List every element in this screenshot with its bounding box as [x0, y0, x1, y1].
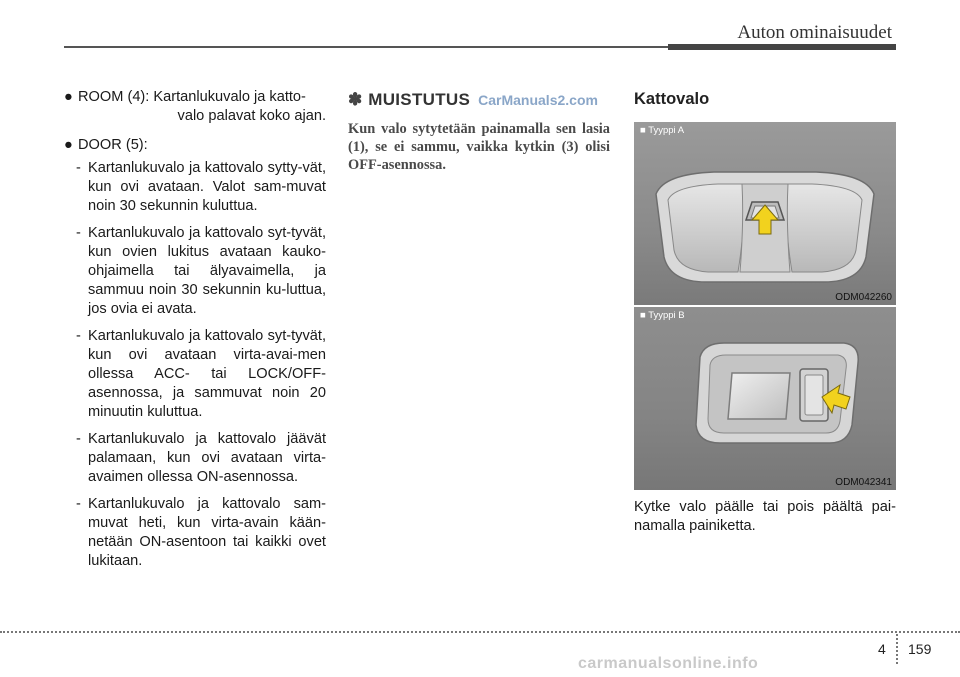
note-heading	[348, 90, 610, 110]
header-rule	[64, 46, 670, 48]
page-header-title: Auton ominaisuudet	[737, 22, 892, 43]
figure-b-code: ODM042341	[835, 477, 892, 488]
room-line1: ROOM (4): Kartanlukuvalo ja katto-	[78, 89, 306, 105]
note-body: Kun valo sytytetään painamalla sen lasia (1), se ei sammu, vaikka kytkin (3) olisi OFF-asennossa.	[348, 121, 610, 173]
list-item-text: Kartanlukuvalo ja kattovalo syt-tyvät, kun ovi avataan virta-avai-men ollessa ACC- tai LOCK/OFF-asennossa, ja sammuvat noin 20 minuutin kuluttua.	[88, 328, 326, 420]
list-item-text: Kartanlukuvalo ja kattovalo jäävät palamaan, kun ovi avataan virta-avaimen ollessa ON-asennossa.	[88, 431, 326, 485]
right-column	[634, 88, 896, 109]
door-label: DOOR (5):	[78, 137, 148, 153]
bullet-icon: ●	[64, 137, 73, 153]
watermark-text: CarManuals2.com	[478, 92, 598, 108]
list-item-text: Kartanlukuvalo ja kattovalo sytty-vät, kun ovi avataan. Valot sam-muvat noin 30 sekunnin kuluttua.	[88, 160, 326, 214]
list-item-text: Kartanlukuvalo ja kattovalo sam-muvat heti, kun virta-avain kään-netään ON-asentoon tai kaikki ovet lukitaan.	[88, 496, 326, 569]
list-item: - Kartanlukuvalo ja kattovalo syt-tyvät, kun ovi avataan virta-avai-men ollessa ACC- tai LOCK/OFF-asennossa, ja sammuvat noin 20 minuutin kuluttua.	[76, 328, 326, 420]
section-title: Kattovalo	[634, 90, 710, 108]
chapter-number: 4	[878, 641, 886, 657]
list-item: - Kartanlukuvalo ja kattovalo jäävät palamaan, kun ovi avataan virta-avaimen ollessa ON-asennossa.	[76, 431, 326, 485]
room-line2: valo palavat koko ajan.	[177, 108, 326, 124]
bullet-icon: ●	[64, 89, 73, 105]
dome-light-b-illustration	[634, 307, 896, 490]
left-column	[64, 88, 326, 579]
figure-b-label: ■ Tyyppi B	[640, 310, 685, 321]
list-item: - Kartanlukuvalo ja kattovalo syt-tyvät, kun ovien lukitus avataan kauko-ohjaimella tai älyavaimella, ja sammuu noin 30 sekunnin ku-luttua, jos ovia ei avata.	[76, 225, 326, 317]
page-number: 159	[908, 641, 932, 657]
note-column	[348, 88, 610, 174]
note-star-icon: ✽	[348, 90, 363, 109]
header-rule-accent	[668, 44, 896, 50]
list-item: - Kartanlukuvalo ja kattovalo sam-muvat heti, kun virta-avain kään-netään ON-asentoon tai kaikki ovet lukitaan.	[76, 496, 326, 569]
list-item: - Kartanlukuvalo ja kattovalo sytty-vät, kun ovi avataan. Valot sam-muvat noin 30 sekunnin kuluttua.	[76, 160, 326, 214]
door-bullet	[64, 136, 326, 155]
figure-type-b	[634, 307, 896, 490]
door-list	[64, 159, 326, 571]
footer-watermark: carmanualsonline.info	[578, 655, 759, 672]
list-item-text: Kartanlukuvalo ja kattovalo syt-tyvät, kun ovien lukitus avataan kauko-ohjaimella tai älyavaimella, ja sammuu noin 30 sekunnin ku-luttua, jos ovia ei avata.	[88, 225, 326, 317]
figure-a-label: ■ Tyyppi A	[640, 125, 685, 136]
figure-type-a	[634, 122, 896, 305]
figure-a-code: ODM042260	[835, 292, 892, 303]
dome-light-a-illustration	[634, 122, 896, 305]
footer-rule	[0, 631, 960, 633]
room-bullet	[64, 88, 326, 126]
note-title: MUISTUTUS	[368, 90, 471, 109]
kattovalo-description: Kytke valo päälle tai pois päältä pai-namalla painiketta.	[634, 499, 896, 534]
footer-separator	[896, 634, 898, 664]
